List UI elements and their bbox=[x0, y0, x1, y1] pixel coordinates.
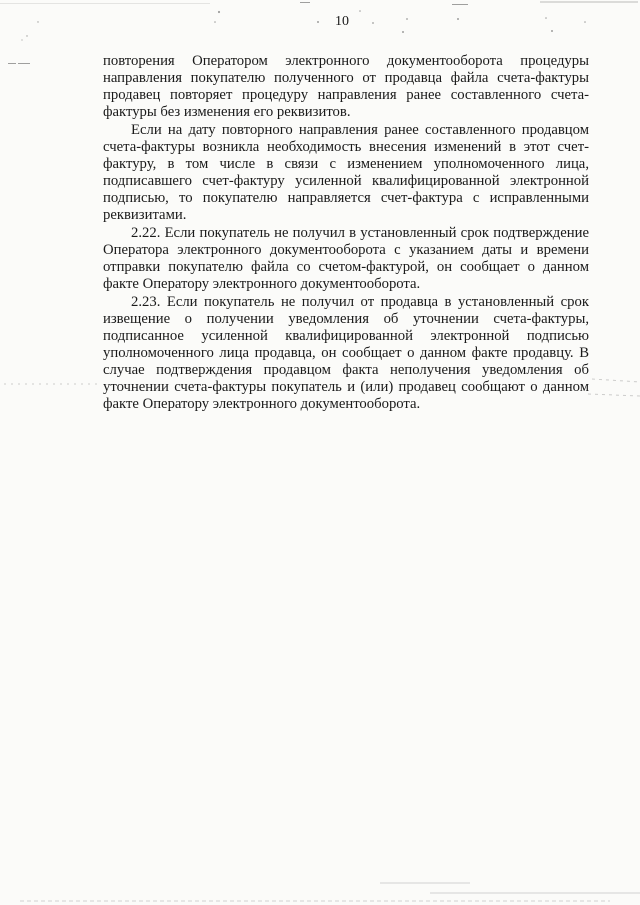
paragraph: повторения Оператором электронного документооборота процедуры направления покупателю полученного от продавца файла счета-фактуры продавец повторяет процедуру направления ранее составленного счета-фактуры без изменения его реквизитов. bbox=[103, 53, 589, 120]
bottom-scan-edge-marks bbox=[20, 883, 640, 901]
paragraph-2-23: 2.23. Если покупатель не получил от продавца в установленный срок извещение о получении уведомления об уточнении счета-фактуры, подписанное усиленной квалифицированной электронной подписью уполномоченного лица продавца, он сообщает о данном факте продавцу. В случае подтверждения продавцом факта неполучения уведомления об уточнении счета-фактуры покупатель и (или) продавец сообщают о данном факте Оператору электронного документооборота. bbox=[103, 294, 589, 412]
page-number: 10 bbox=[335, 14, 349, 29]
paragraph: Если на дату повторного направления ранее составленного продавцом счета-фактуры возникла необходимость внесения изменений в этот счет-фактуру, в том числе в связи с изменением уполномоченного лица, подписавшего счет-фактуру усиленной квалифицированной электронной подписью, то покупателю направляется счет-фактура с исправленными реквизитами. bbox=[103, 122, 589, 223]
paragraph-2-22: 2.22. Если покупатель не получил в установленный срок подтверждение Оператора электронного документооборота с указанием даты и времени отправки покупателю файла со счетом-фактурой, он сообщает о данном факте Оператору электронного документооборота. bbox=[103, 225, 589, 292]
document-body bbox=[103, 53, 589, 413]
